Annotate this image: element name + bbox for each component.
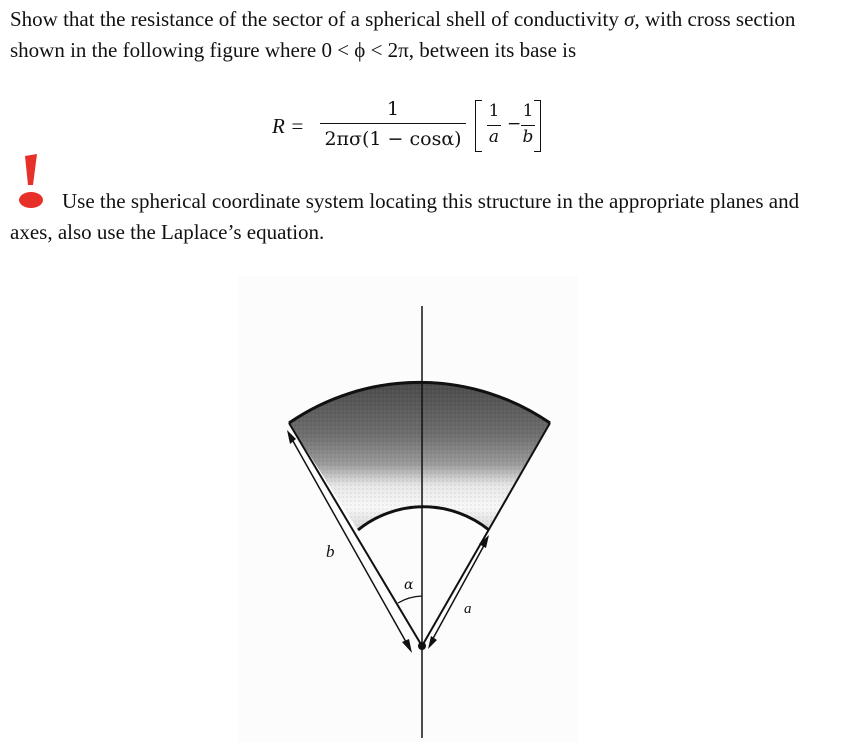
fraction-bar [320, 123, 466, 124]
term2-bar [521, 125, 535, 126]
hint-body: Use the spherical coordinate system locating this structure in the appropriate planes and axes, also use the Laplace’s equation. [10, 189, 800, 244]
term1-denominator: a [488, 127, 500, 147]
minus-sign: − [507, 114, 522, 134]
problem-text-middle: , with cross section shown in the following figure where [10, 7, 796, 62]
left-bracket [475, 100, 482, 152]
equation-lhs: R = [272, 114, 305, 138]
phi-condition: 0 < ϕ < 2π [321, 38, 409, 62]
a-dimension-line [430, 540, 487, 644]
apex-point [418, 642, 426, 650]
term1-numerator: 1 [488, 101, 500, 121]
label-alpha: α [404, 577, 414, 593]
label-b: b [326, 542, 335, 561]
resistance-equation [270, 92, 570, 162]
right-bracket [534, 100, 541, 152]
a-arrow-bottom [428, 636, 437, 649]
hint-text [10, 186, 840, 248]
fraction-denominator: 2πσ(1 − cosα) [324, 128, 462, 150]
term2-numerator: 1 [522, 101, 534, 121]
term1-bar [487, 125, 501, 126]
term2-denominator: b [522, 127, 534, 147]
problem-statement [10, 4, 830, 66]
spherical-sector-figure [238, 276, 578, 742]
fraction-numerator: 1 [386, 98, 400, 120]
b-arrow-bottom [402, 639, 412, 653]
bracket-term [475, 100, 541, 152]
main-fraction [320, 96, 466, 153]
sigma-symbol: σ [624, 7, 635, 31]
label-a: a [464, 601, 472, 617]
problem-text-start: Show that the resistance of the sector of a spherical shell of conductivity [10, 7, 625, 31]
problem-text-end: , between its base is [408, 38, 577, 62]
alpha-angle-arc [398, 596, 422, 603]
